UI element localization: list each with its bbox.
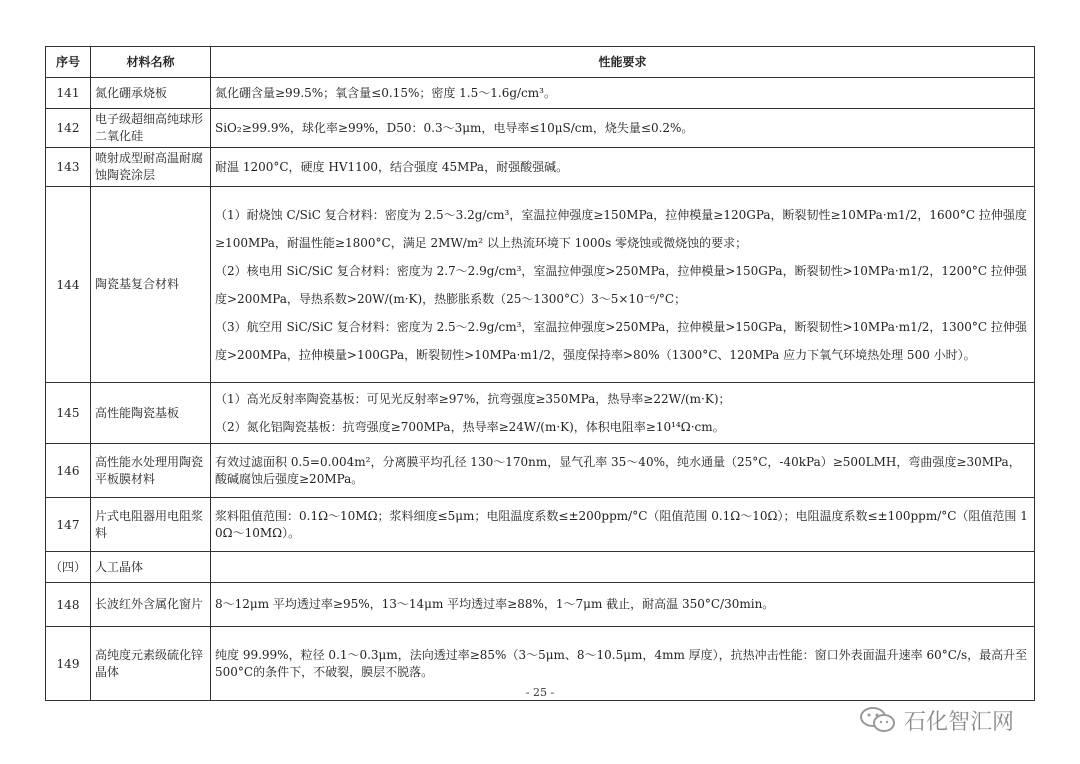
table-row [46, 552, 1035, 583]
requirement-paragraph: 氮化硼含量≥99.5%；氧含量≤0.15%；密度 1.5～1.6g/cm³。 [215, 85, 556, 100]
row-requirements [211, 383, 1035, 444]
table-row [46, 383, 1035, 444]
row-material-name: 喷射成型耐高温耐腐蚀陶瓷涂层 [91, 148, 211, 187]
requirement-paragraph: 纯度 99.99%，粒径 0.1～0.3μm，法向透过率≥85%（3～5μm、8～10.5μm，4mm 厚度），抗热冲击性能：窗口外表面温升速率 60°C/s，最高升至 500°C的条件下，不破裂，膜层不脱落。 [215, 647, 1028, 679]
row-requirements [211, 187, 1035, 383]
header-requirements: 性能要求 [211, 47, 1035, 78]
row-material-name: 氮化硼承烧板 [91, 78, 211, 109]
row-material-name: 高性能水处理用陶瓷平板膜材料 [91, 444, 211, 498]
table-row [46, 583, 1035, 627]
requirement-paragraph: 浆料阻值范围：0.1Ω～10MΩ；浆料细度≤5μm；电阻温度系数≤±200ppm/°C（阻值范围 0.1Ω～10Ω）；电阻温度系数≤±100ppm/°C（阻值范围 10Ω～10MΩ）。 [215, 508, 1028, 540]
requirement-paragraph: 耐温 1200°C，硬度 HV1100，结合强度 45MPa，耐强酸强碱。 [215, 159, 569, 174]
row-requirements [211, 552, 1035, 583]
table-row [46, 187, 1035, 383]
row-requirements [211, 78, 1035, 109]
table-row [46, 148, 1035, 187]
watermark [858, 704, 1014, 736]
row-num: 144 [46, 187, 91, 383]
row-material-name: 片式电阻器用电阻浆料 [91, 498, 211, 552]
row-material-name: 陶瓷基复合材料 [91, 187, 211, 383]
row-material-name: 高纯度元素级硫化锌晶体 [91, 627, 211, 701]
requirement-paragraph: 8～12μm 平均透过率≥95%，13～14μm 平均透过率≥88%，1～7μm 截止，耐高温 350°C/30min。 [215, 597, 775, 611]
page-number: - 25 - [525, 686, 555, 699]
table-row [46, 78, 1035, 109]
row-num: （四） [46, 552, 91, 583]
row-requirements [211, 583, 1035, 627]
wechat-icon [858, 705, 898, 735]
row-material-name: 高性能陶瓷基板 [91, 383, 211, 444]
row-requirements [211, 148, 1035, 187]
row-num: 146 [46, 444, 91, 498]
row-num: 149 [46, 627, 91, 701]
row-num: 148 [46, 583, 91, 627]
row-requirements [211, 444, 1035, 498]
table-header-row [46, 47, 1035, 78]
watermark-text: 石化智汇网 [904, 709, 1015, 735]
header-num: 序号 [46, 47, 91, 78]
row-material-name: 电子级超细高纯球形二氧化硅 [91, 109, 211, 148]
row-material-name: 长波红外含属化窗片 [91, 583, 211, 627]
requirement-paragraph: 有效过滤面积 0.5=0.004m²，分离膜平均孔径 130～170nm，显气孔率 35～40%，纯水通量（25°C，-40kPa）≥500LMH，弯曲强度≥30MPa，酸碱腐蚀后强度≥20MPa。 [215, 454, 1021, 486]
row-num: 141 [46, 78, 91, 109]
requirement-paragraph: （1）耐烧蚀 C/SiC 复合材料：密度为 2.5～3.2g/cm³，室温拉伸强度≥150MPa，拉伸模量≥120GPa，断裂韧性≥10MPa·m1/2，1600°C 拉伸强度≥100MPa，耐温性能≥1800°C，满足 2MW/m² 以上热流环境下 1000s 零烧蚀或微烧蚀的要求； [215, 207, 1027, 250]
row-requirements [211, 109, 1035, 148]
requirement-paragraph: （1）高光反射率陶瓷基板：可见光反射率≥97%，抗弯强度≥350MPa，热导率≥22W/(m·K)； [215, 392, 731, 406]
requirement-paragraph: （2）核电用 SiC/SiC 复合材料：密度为 2.7～2.9g/cm³，室温拉伸强度>250MPa，拉伸模量>150GPa，断裂韧性>10MPa·m1/2，1200°C 拉伸强度>200MPa，导热系数>20W/(m·K)，热膨胀系数（25～1300°C）3～5×10⁻⁶/°C； [215, 263, 1027, 306]
row-num: 143 [46, 148, 91, 187]
row-material-name: 人工晶体 [91, 552, 211, 583]
table-row [46, 109, 1035, 148]
requirement-paragraph: （2）氮化铝陶瓷基板：抗弯强度≥700MPa，热导率≥24W/(m·K)，体积电阻率≥10¹⁴Ω·cm。 [215, 420, 725, 434]
header-name: 材料名称 [91, 47, 211, 78]
row-num: 147 [46, 498, 91, 552]
table-row [46, 444, 1035, 498]
row-num: 142 [46, 109, 91, 148]
requirement-paragraph: （3）航空用 SiC/SiC 复合材料：密度为 2.5～2.9g/cm³，室温拉伸强度>250MPa，拉伸模量>150GPa，断裂韧性>10MPa·m1/2，1300°C 拉伸强度>200MPa，拉伸模量>100GPa，断裂韧性>10MPa·m1/2，强度保持率>80%（1300°C、120MPa 应力下氧气环境热处理 500 小时）。 [215, 319, 1027, 362]
table-row [46, 498, 1035, 552]
row-num: 145 [46, 383, 91, 444]
requirement-paragraph: SiO₂≥99.9%，球化率≥99%，D50：0.3～3μm，电导率≤10μS/cm，烧失量≤0.2%。 [215, 120, 694, 135]
row-requirements [211, 498, 1035, 552]
requirements-table [45, 46, 1035, 701]
